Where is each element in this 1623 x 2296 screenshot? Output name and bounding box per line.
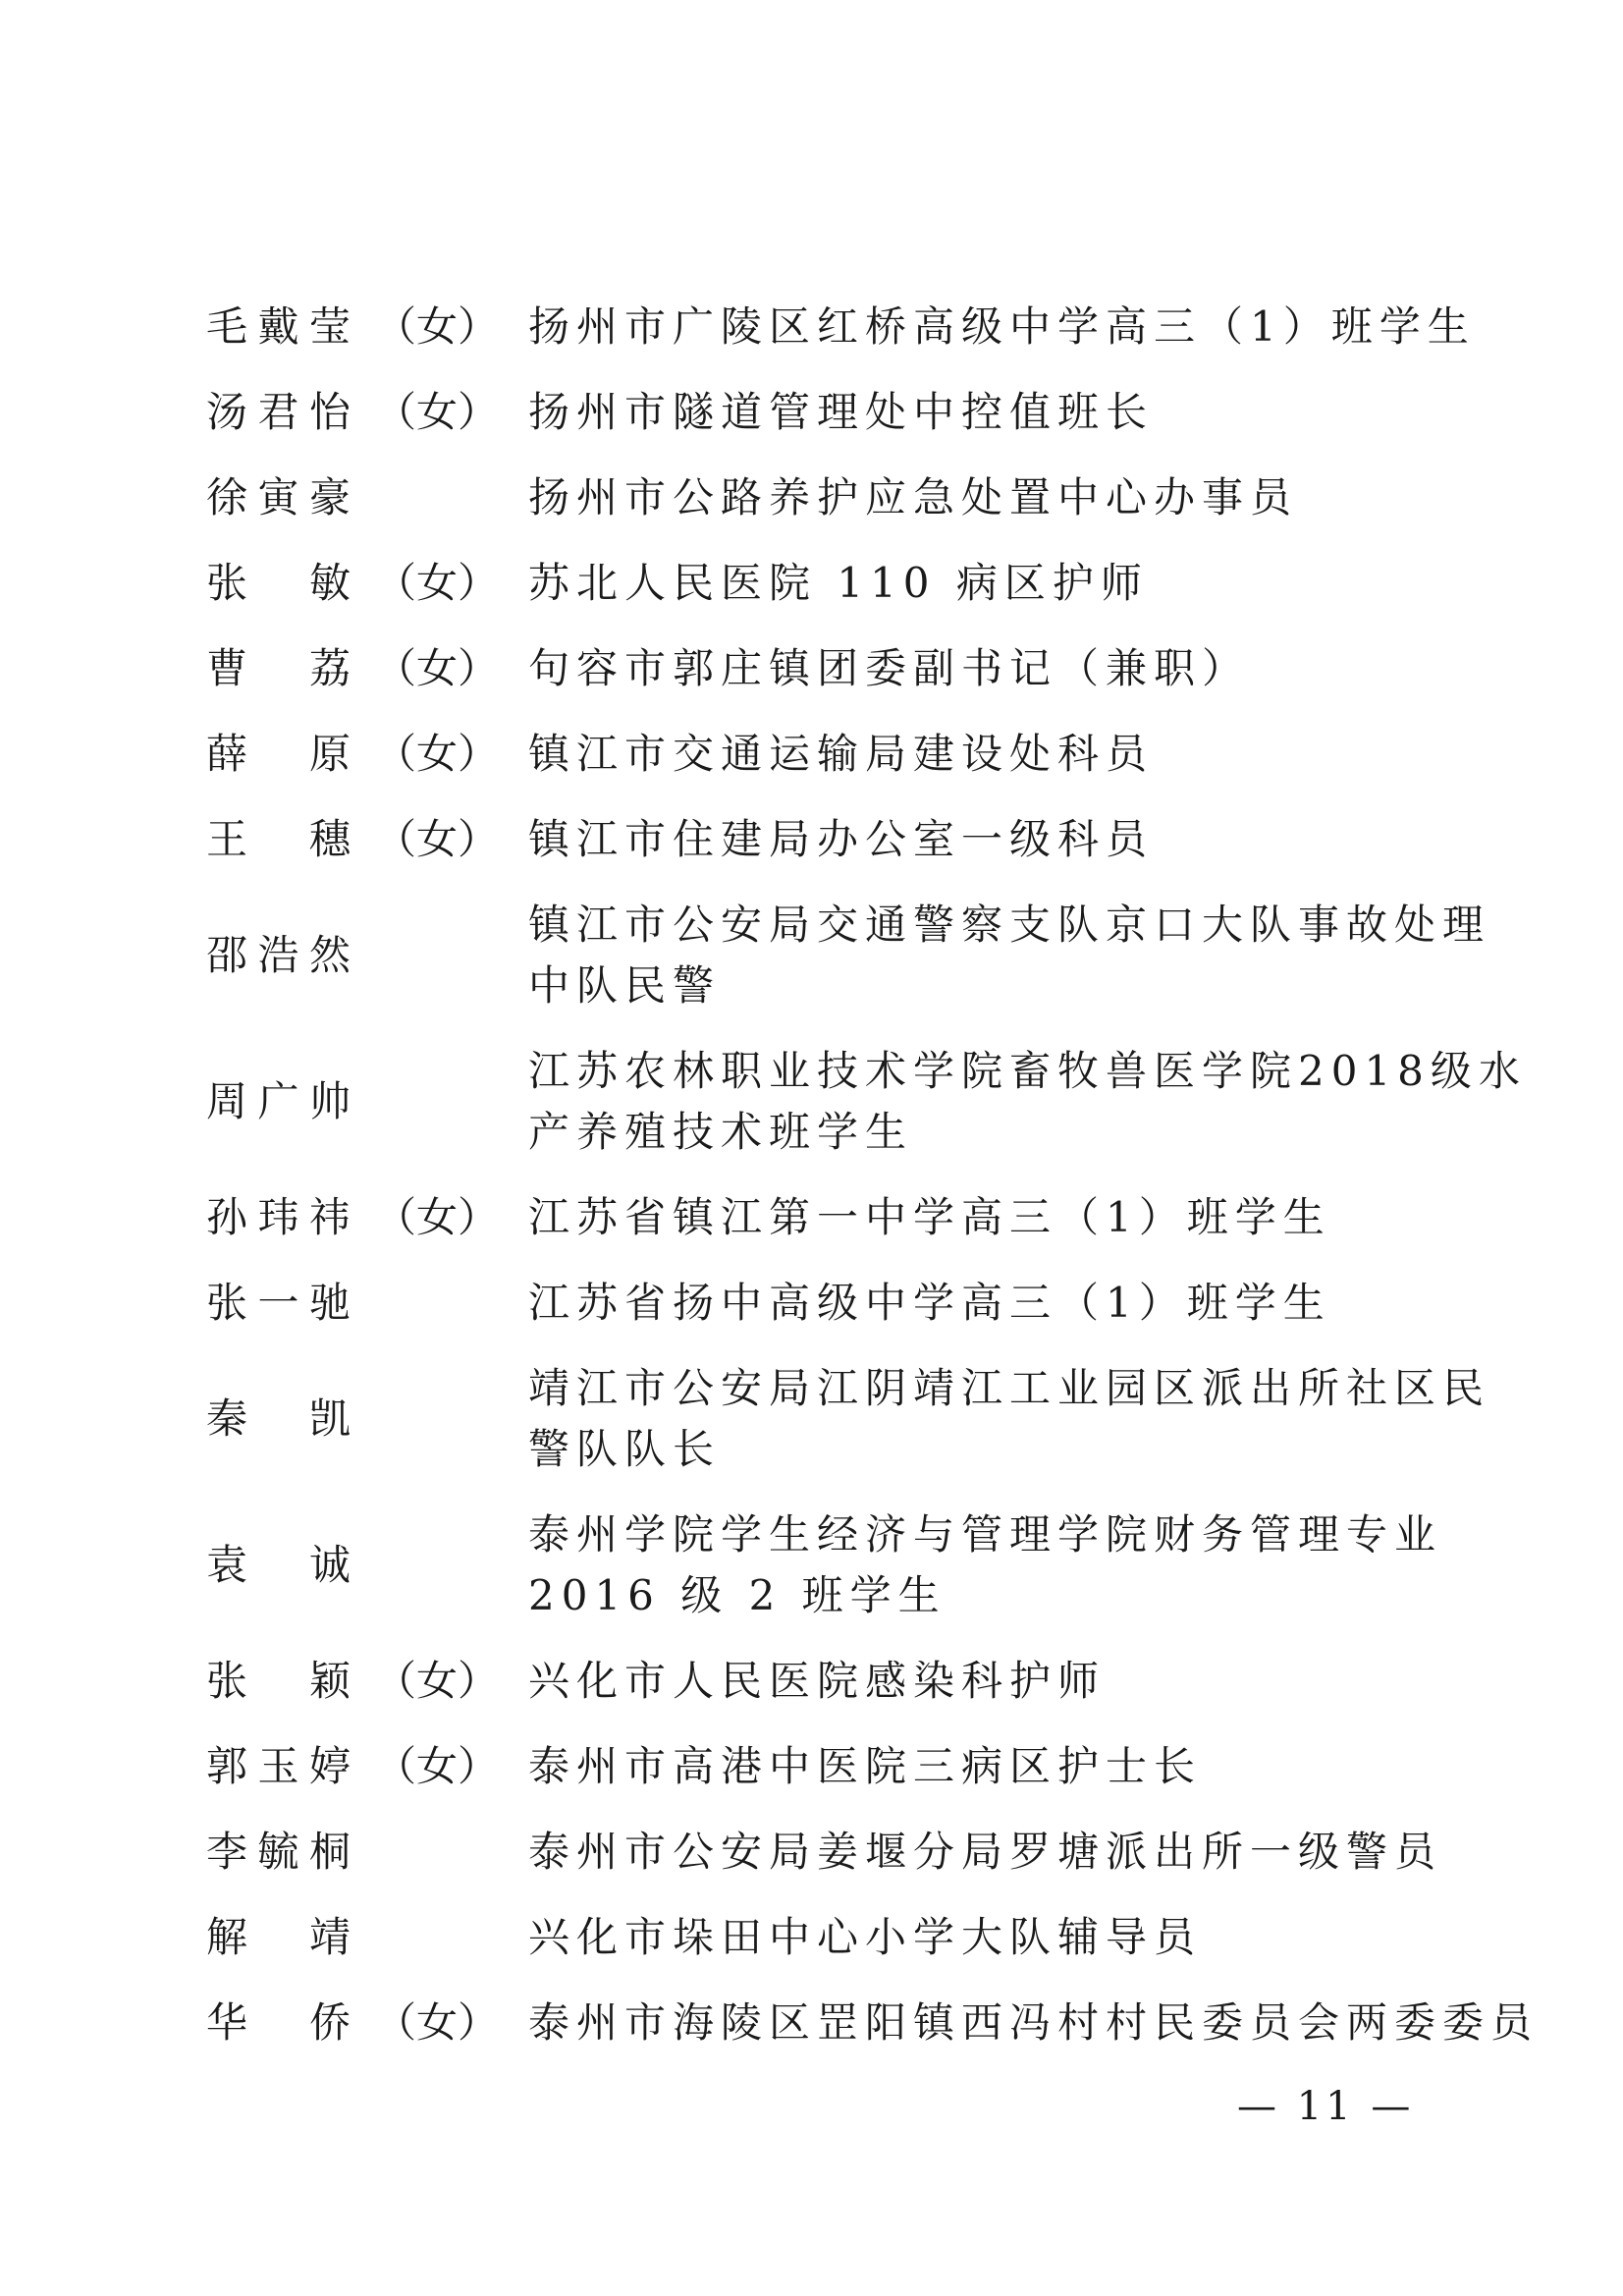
gender-note: （女） (375, 644, 500, 692)
position-description: 兴化市垛田中心小学大队辅导员 (528, 1913, 1203, 1961)
gender-note: （女） (375, 1742, 500, 1790)
position-description: 扬州市广陵区红桥高级中学高三（1）班学生 (528, 302, 1476, 351)
person-name: 李毓桐 (206, 1828, 353, 1876)
person-name: 袁诚 (206, 1541, 353, 1589)
person-name: 曹荔 (206, 644, 353, 692)
position-description: 泰州学院学生经济与管理学院财务管理专业 (528, 1510, 1443, 1558)
position-description: 2016 级 2 班学生 (528, 1571, 947, 1619)
position-description: 江苏省扬中高级中学高三（1）班学生 (528, 1279, 1331, 1327)
list-item (0, 1041, 1623, 1163)
position-description: 警队队长 (528, 1425, 722, 1473)
person-name: 孙玮祎 (206, 1193, 353, 1241)
position-description: 扬州市公路养护应急处置中心办事员 (528, 473, 1299, 521)
gender-note: （女） (375, 730, 500, 778)
position-description: 江苏农林职业技术学院畜牧兽医学院2018级水 (528, 1047, 1527, 1095)
person-name: 郭玉婷 (206, 1742, 353, 1790)
list-item (0, 1187, 1623, 1248)
person-name: 解靖 (206, 1913, 353, 1961)
list-item (0, 1993, 1623, 2053)
list-item (0, 553, 1623, 614)
person-name: 周广帅 (206, 1077, 353, 1125)
position-description: 兴化市人民医院感染科护师 (528, 1657, 1107, 1705)
person-name: 邵浩然 (206, 931, 353, 979)
position-description: 扬州市隧道管理处中控值班长 (528, 388, 1155, 436)
list-item (0, 1736, 1623, 1797)
gender-note: （女） (375, 388, 500, 436)
person-name: 秦凯 (206, 1394, 353, 1443)
list-item (0, 1651, 1623, 1712)
list-item (0, 1504, 1623, 1626)
gender-note: （女） (375, 815, 500, 863)
person-name: 王穗 (206, 815, 353, 863)
person-name: 汤君怡 (206, 388, 353, 436)
position-description: 苏北人民医院 110 病区护师 (528, 559, 1149, 607)
list-item (0, 1358, 1623, 1480)
position-description: 镇江市住建局办公室一级科员 (528, 815, 1155, 863)
list-item (0, 1822, 1623, 1883)
list-item (0, 895, 1623, 1016)
position-description: 产养殖技术班学生 (528, 1108, 914, 1156)
position-description: 江苏省镇江第一中学高三（1）班学生 (528, 1193, 1331, 1241)
position-description: 靖江市公安局江阴靖江工业园区派出所社区民 (528, 1364, 1491, 1412)
person-name: 徐寅豪 (206, 473, 353, 521)
person-name: 张一驰 (206, 1279, 353, 1327)
person-name: 薛原 (206, 730, 353, 778)
list-item (0, 467, 1623, 528)
gender-note: （女） (375, 1998, 500, 2047)
list-item (0, 297, 1623, 357)
list-item (0, 809, 1623, 870)
person-name: 毛戴莹 (206, 302, 353, 351)
position-description: 泰州市海陵区罡阳镇西冯村村民委员会两委委员 (528, 1998, 1540, 2047)
gender-note: （女） (375, 559, 500, 607)
list-item (0, 382, 1623, 443)
list-item (0, 638, 1623, 699)
position-description: 镇江市公安局交通警察支队京口大队事故处理 (528, 901, 1491, 949)
position-description: 句容市郭庄镇团委副书记（兼职） (528, 644, 1251, 692)
gender-note: （女） (375, 302, 500, 351)
gender-note: （女） (375, 1193, 500, 1241)
list-item (0, 1907, 1623, 1968)
person-name: 张敏 (206, 559, 353, 607)
gender-note: （女） (375, 1657, 500, 1705)
list-item (0, 1273, 1623, 1334)
position-description: 中队民警 (528, 961, 722, 1010)
position-description: 泰州市高港中医院三病区护士长 (528, 1742, 1203, 1790)
position-description: 泰州市公安局姜堰分局罗塘派出所一级警员 (528, 1828, 1443, 1876)
list-item (0, 724, 1623, 785)
person-name: 张颖 (206, 1657, 353, 1705)
page-number: — 11 — (1237, 2084, 1415, 2129)
person-name: 华侨 (206, 1998, 353, 2047)
position-description: 镇江市交通运输局建设处科员 (528, 730, 1155, 778)
